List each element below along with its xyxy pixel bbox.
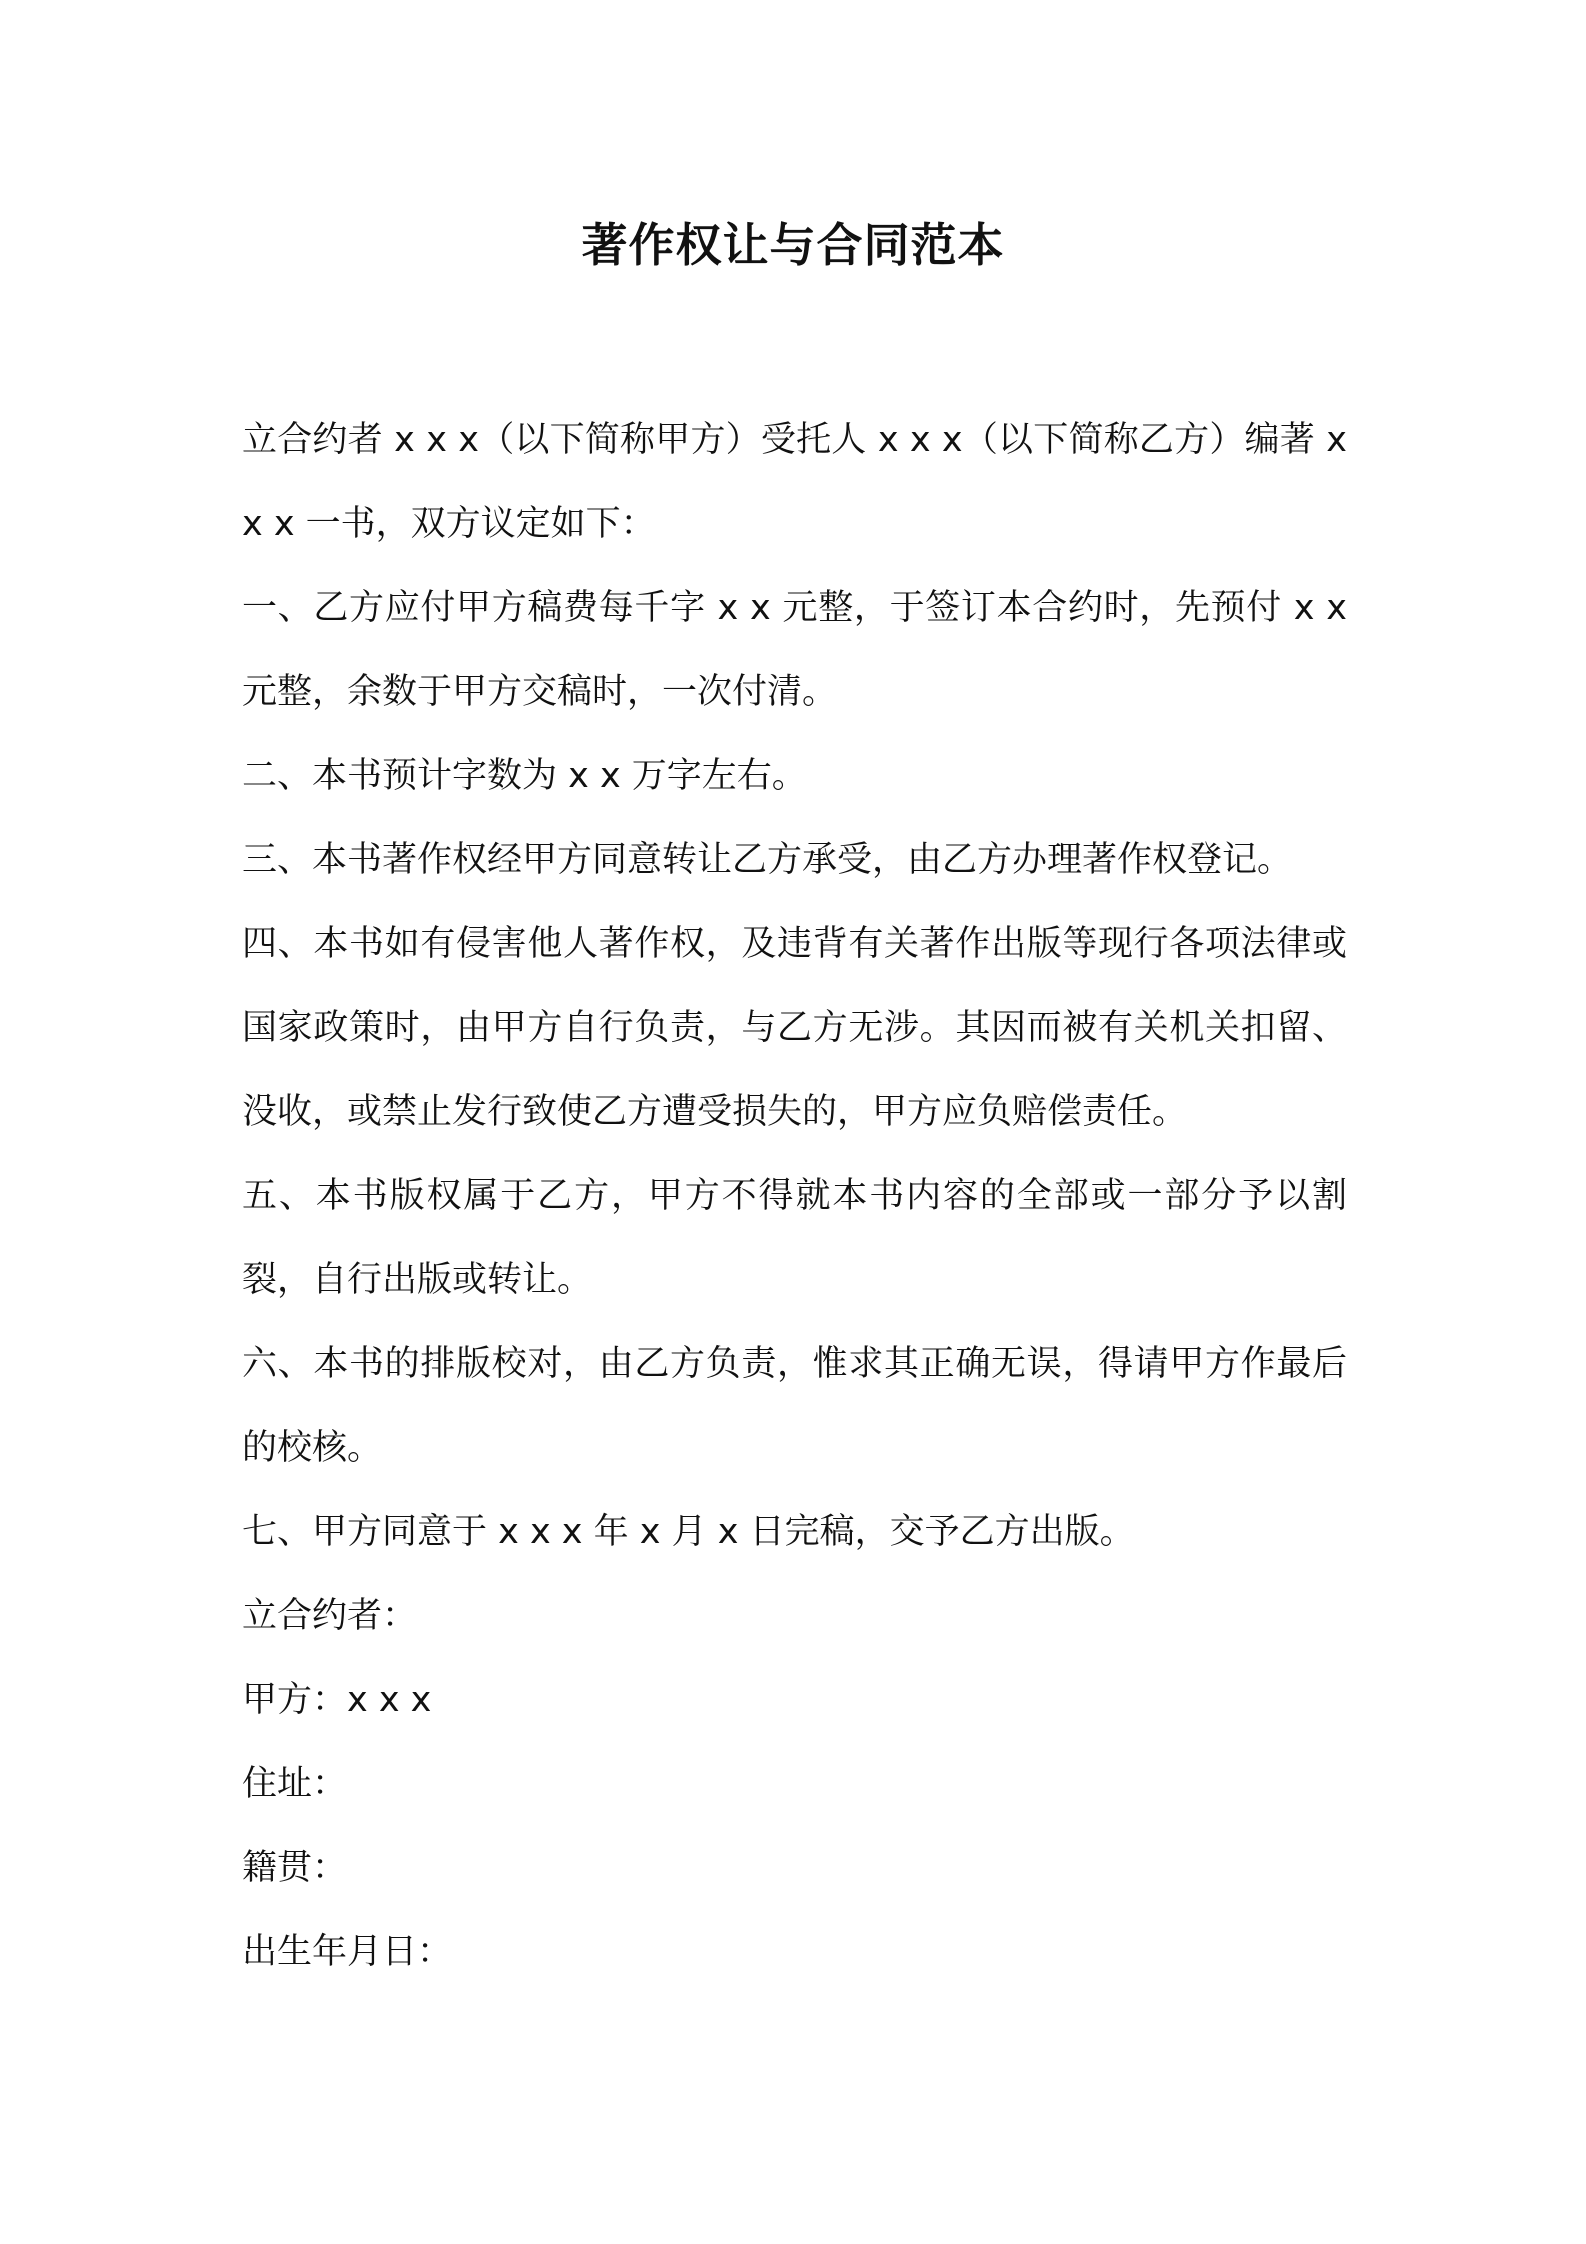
clause-1: 一、乙方应付甲方稿费每千字 x x 元整，于签订本合约时，先预付 x x 元整，余数于甲方交稿时，一次付清。 xyxy=(242,588,1347,712)
clause-6: 六、本书的排版校对，由乙方负责，惟求其正确无误，得请甲方作最后的校核。 xyxy=(242,1344,1347,1468)
native-place-label: 籍贯： xyxy=(242,1848,348,1888)
clause-4: 四、本书如有侵害他人著作权，及违背有关著作出版等现行各项法律或国家政策时，由甲方自行负责，与乙方无涉。其因而被有关机关扣留、没收，或禁止发行致使乙方遭受损失的，甲方应负赔偿责任。 xyxy=(242,924,1347,1132)
clause-5: 五、本书版权属于乙方，甲方不得就本书内容的全部或一部分予以割裂，自行出版或转让。 xyxy=(242,1176,1347,1300)
document-title: 著作权让与合同范本 xyxy=(581,218,1005,272)
clause-2: 二、本书预计字数为 x x 万字左右。 xyxy=(242,756,807,796)
clause-7: 七、甲方同意于 x x x 年 x 月 x 日完稿，交予乙方出版。 xyxy=(242,1512,1135,1552)
document-body xyxy=(242,398,1347,1994)
party-a-line: 甲方：x x x xyxy=(242,1680,432,1720)
birth-date-label: 出生年月日： xyxy=(242,1932,453,1972)
signatories-heading: 立合约者： xyxy=(242,1596,418,1636)
address-label: 住址： xyxy=(242,1764,348,1804)
intro-paragraph: 立合约者 x x x（以下简称甲方）受托人 x x x（以下简称乙方）编著 x x x 一书，双方议定如下： xyxy=(242,420,1347,544)
clause-3: 三、本书著作权经甲方同意转让乙方承受，由乙方办理著作权登记。 xyxy=(242,840,1293,880)
